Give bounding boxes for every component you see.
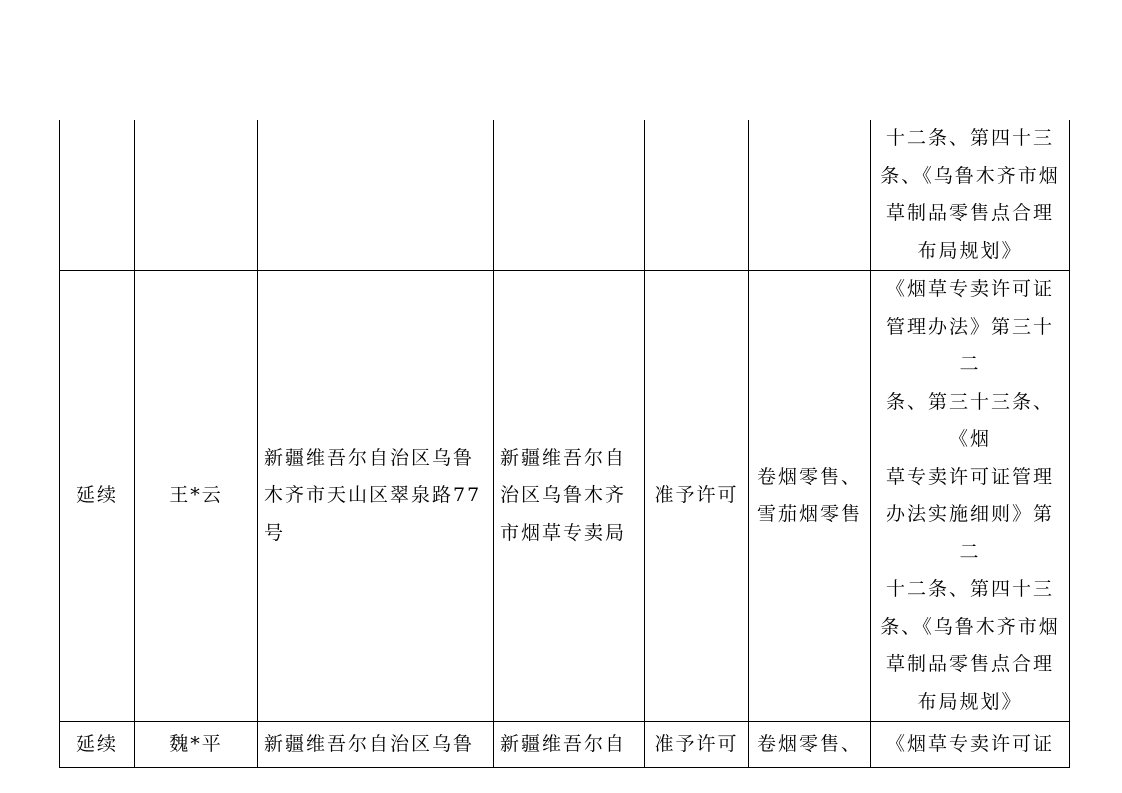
basis-line: 办法实施细则》第二 [885, 503, 1054, 563]
cell-type: 延续 [60, 722, 135, 768]
basis-line: 条、第三十三条、《烟 [885, 390, 1054, 450]
cell-type: 延续 [60, 271, 135, 722]
table-row [60, 120, 1070, 271]
basis-line: 十二条、第四十三 [885, 578, 1054, 600]
basis-line: 草制品零售点合理 [885, 653, 1054, 675]
cell-type [60, 120, 135, 271]
cell-decision: 准予许可 [645, 271, 749, 722]
cell-basis [871, 271, 1070, 722]
basis-line: 《烟草专卖许可证 [885, 278, 1054, 300]
basis-line: 布局规划》 [917, 690, 1023, 713]
cell-basis [871, 120, 1070, 271]
cell-authority [494, 271, 645, 722]
authority-line: 新疆维吾尔自 [500, 446, 627, 469]
scope-line: 雪茄烟零售 [756, 503, 862, 525]
basis-line: 草专卖许可证管理 [885, 465, 1054, 488]
cell-address [258, 271, 494, 722]
authority-line: 治区乌鲁木齐 [500, 484, 627, 507]
table-row [60, 722, 1070, 768]
cell-name: 魏*平 [135, 722, 258, 768]
cell-decision [645, 120, 749, 271]
basis-line: 管理办法》第三十二 [885, 315, 1054, 375]
basis-line: 十二条、第四十三 [885, 127, 1054, 149]
basis-line: 布局规划》 [917, 239, 1023, 262]
basis-line: 条、《乌鲁木齐市烟 [880, 164, 1060, 187]
scope-line: 卷烟零售、 [756, 732, 862, 755]
authority-line: 新疆维吾尔自 [500, 732, 627, 755]
scope-line: 卷烟零售、 [756, 465, 862, 488]
cell-name [135, 120, 258, 271]
address-line: 新疆维吾尔自治区乌鲁 [264, 446, 475, 469]
basis-line: 草制品零售点合理 [885, 202, 1054, 224]
cell-scope [749, 722, 871, 768]
address-line: 木齐市天山区翠泉路77 [264, 484, 482, 507]
cell-authority [494, 120, 645, 271]
cell-address [258, 120, 494, 271]
address-line: 号 [264, 521, 286, 544]
cell-address [258, 722, 494, 768]
basis-line: 条、《乌鲁木齐市烟 [880, 615, 1060, 638]
license-table [59, 120, 1070, 768]
cell-decision: 准予许可 [645, 722, 749, 768]
basis-line: 《烟草专卖许可证 [885, 732, 1054, 755]
address-line: 新疆维吾尔自治区乌鲁 [264, 732, 475, 755]
cell-basis [871, 722, 1070, 768]
cell-authority [494, 722, 645, 768]
cell-scope [749, 271, 871, 722]
cell-name: 王*云 [135, 271, 258, 722]
cell-scope [749, 120, 871, 271]
authority-line: 市烟草专卖局 [500, 521, 627, 544]
table-row [60, 271, 1070, 722]
